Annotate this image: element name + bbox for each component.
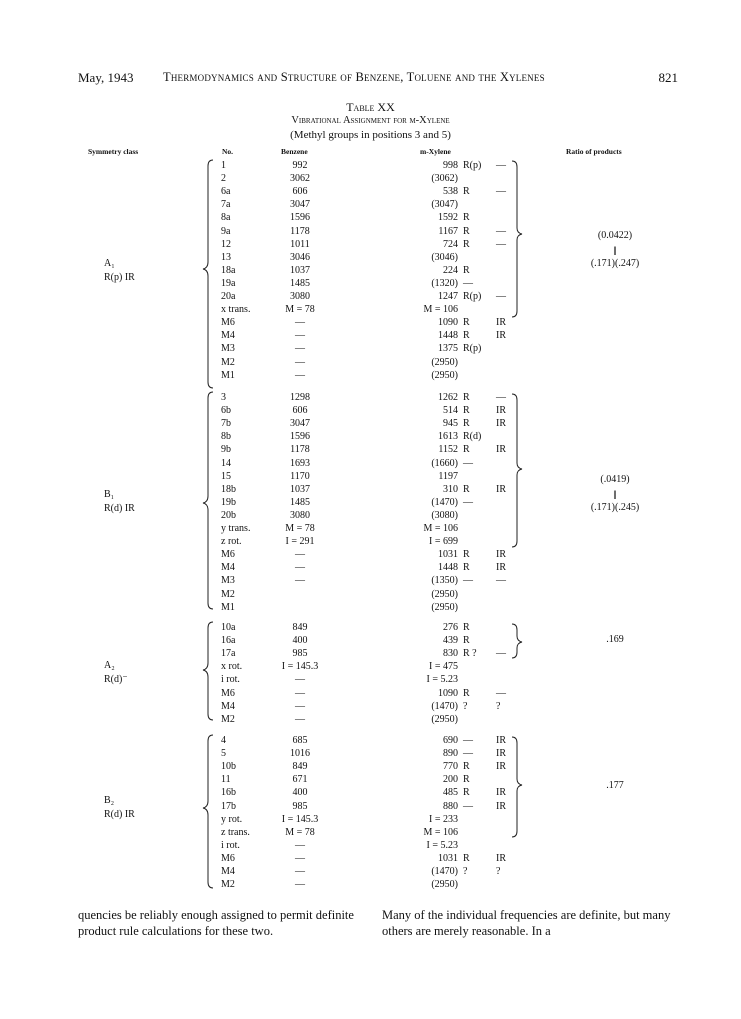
mxylene-frequency: (2950): [431, 369, 458, 381]
ratio-value: (.171)(.247): [590, 258, 640, 269]
benzene-frequency: 1011: [290, 238, 310, 250]
raman-activity: R: [463, 392, 470, 403]
mxylene-frequency: 200: [443, 774, 458, 786]
infrared-activity: —: [496, 291, 506, 302]
benzene-frequency: I = 145.3: [281, 813, 319, 825]
mxylene-frequency: (1470): [431, 700, 458, 712]
raman-activity: R: [463, 635, 470, 647]
row-number: M4: [221, 330, 235, 342]
benzene-frequency: 1016: [290, 748, 310, 760]
mxylene-frequency: I = 5.23: [426, 839, 458, 851]
mxylene-frequency: 1090: [438, 687, 458, 699]
row-number: y trans.: [221, 523, 251, 534]
benzene-frequency: M = 78: [285, 826, 315, 838]
raman-activity: R: [463, 264, 470, 276]
mxylene-frequency: 1152: [438, 444, 458, 456]
mxylene-frequency: (1660): [431, 457, 458, 469]
row-number: 11: [221, 774, 231, 786]
mxylene-frequency: 1262: [438, 392, 458, 403]
raman-activity: —: [463, 748, 473, 760]
raman-activity: R(d): [463, 431, 482, 443]
row-number: z rot.: [221, 536, 242, 548]
mxylene-frequency: M = 106: [423, 304, 458, 316]
raman-activity: R: [463, 317, 470, 329]
symmetry-class: A₂: [104, 660, 115, 671]
raman-activity: ?: [463, 700, 468, 712]
mxylene-frequency: 439: [443, 635, 458, 647]
benzene-frequency: 1596: [290, 212, 310, 224]
infrared-activity: IR: [496, 735, 506, 746]
mxylene-frequency: I = 233: [429, 813, 458, 825]
row-number: 6b: [221, 405, 231, 417]
row-number: 17a: [221, 648, 236, 660]
benzene-frequency: 400: [292, 635, 308, 647]
row-number: 2: [221, 173, 226, 185]
ratio-equals: ‖: [613, 487, 617, 502]
row-number: 18a: [221, 264, 236, 276]
benzene-frequency: 3046: [290, 251, 310, 263]
infrared-activity: IR: [496, 418, 506, 430]
benzene-frequency: 1037: [290, 483, 310, 495]
benzene-frequency: 3047: [290, 418, 310, 430]
mxylene-frequency: 224: [443, 264, 458, 276]
infrared-activity: IR: [496, 549, 506, 561]
benzene-frequency: —: [295, 343, 305, 355]
benzene-frequency: —: [295, 879, 305, 891]
mxylene-frequency: 1448: [438, 330, 458, 342]
raman-activity: R(p): [463, 160, 482, 171]
mxylene-frequency: I = 5.23: [426, 674, 458, 686]
mxylene-frequency: 1592: [438, 212, 458, 224]
mxylene-frequency: (3046): [431, 251, 458, 263]
mxylene-frequency: 1197: [438, 470, 458, 482]
row-number: 20b: [221, 509, 236, 521]
benzene-frequency: 1037: [290, 264, 310, 276]
ratio-value: .177: [606, 780, 624, 791]
row-number: 17b: [221, 800, 236, 812]
row-number: x trans.: [221, 304, 251, 316]
raman-activity: R: [463, 761, 470, 773]
row-number: M1: [221, 369, 235, 381]
raman-activity: R: [463, 418, 470, 430]
infrared-activity: IR: [496, 483, 506, 495]
raman-activity: R: [463, 444, 470, 456]
mxylene-frequency: (2950): [431, 356, 458, 368]
mxylene-frequency: (2950): [431, 879, 458, 891]
benzene-frequency: 1170: [290, 470, 310, 482]
row-number: 13: [221, 251, 231, 263]
mxylene-frequency: M = 106: [423, 523, 458, 534]
row-number: 10b: [221, 761, 236, 773]
benzene-frequency: 985: [292, 648, 308, 660]
col-head-mxylene: m-Xylene: [420, 147, 451, 156]
mxylene-frequency: 485: [443, 787, 458, 799]
benzene-frequency: 3080: [290, 509, 310, 521]
mxylene-frequency: 1613: [438, 431, 458, 443]
header-title: Thermodynamics and Structure of Benzene, Toluene and the Xylenes: [163, 70, 545, 84]
benzene-frequency: 849: [292, 761, 308, 773]
raman-activity: ?: [463, 866, 468, 877]
row-number: 4: [221, 735, 226, 746]
row-number: 14: [221, 457, 231, 469]
raman-activity: R: [463, 186, 470, 198]
mxylene-frequency: (2950): [431, 588, 458, 600]
footer-right-paragraph: Many of the individual frequencies are definite, but many others are merely reasonable. In a: [382, 908, 671, 938]
raman-activity: —: [463, 457, 473, 469]
benzene-frequency: 992: [292, 160, 308, 171]
mxylene-frequency: 880: [443, 800, 458, 812]
footer-left-paragraph: quencies be reliably enough assigned to permit definite product rule calculations for these two.: [78, 908, 354, 938]
col-head-ratio: Ratio of products: [566, 147, 622, 156]
benzene-frequency: 671: [292, 774, 308, 786]
raman-activity: R: [463, 687, 470, 699]
benzene-frequency: —: [295, 317, 305, 329]
row-number: 19b: [221, 496, 236, 508]
mxylene-frequency: (1350): [431, 575, 458, 587]
infrared-activity: ?: [496, 866, 501, 877]
infrared-activity: IR: [496, 787, 506, 799]
benzene-frequency: 400: [292, 787, 308, 799]
benzene-frequency: —: [295, 575, 305, 587]
col-head-symmetry: Symmetry class: [88, 147, 139, 156]
mxylene-frequency: (3047): [431, 199, 458, 211]
col-head-no: No.: [222, 147, 234, 156]
mxylene-frequency: (3080): [431, 509, 458, 521]
mxylene-frequency: 724: [443, 238, 458, 250]
mxylene-frequency: 1375: [438, 343, 458, 355]
benzene-frequency: —: [295, 330, 305, 342]
raman-activity: R: [463, 852, 470, 864]
mxylene-frequency: (2950): [431, 601, 458, 613]
benzene-frequency: 1298: [290, 392, 310, 403]
symmetry-class: B₂: [104, 795, 115, 806]
raman-activity: R: [463, 405, 470, 417]
row-number: 7a: [221, 199, 231, 211]
running-header: [78, 70, 678, 86]
row-number: M6: [221, 852, 235, 864]
infrared-activity: IR: [496, 748, 506, 760]
mxylene-frequency: 998: [443, 160, 458, 171]
row-number: i rot.: [221, 839, 240, 851]
benzene-frequency: 1178: [290, 225, 310, 237]
raman-activity: R: [463, 562, 470, 574]
benzene-frequency: 3080: [290, 291, 310, 302]
infrared-activity: —: [496, 186, 506, 198]
row-number: 18b: [221, 483, 236, 495]
infrared-activity: —: [496, 392, 506, 403]
row-number: 16b: [221, 787, 236, 799]
benzene-frequency: —: [295, 549, 305, 561]
raman-activity: R(p): [463, 343, 482, 355]
raman-activity: R: [463, 549, 470, 561]
col-head-benzene: Benzene: [281, 147, 308, 156]
benzene-frequency: 849: [292, 622, 308, 633]
benzene-frequency: M = 78: [285, 304, 315, 316]
raman-activity: R: [463, 483, 470, 495]
raman-activity: R: [463, 774, 470, 786]
raman-activity: —: [463, 575, 473, 587]
mxylene-frequency: I = 699: [429, 536, 458, 548]
table-label: Table XX: [346, 100, 395, 114]
mxylene-frequency: I = 475: [429, 661, 458, 673]
benzene-frequency: 1485: [290, 277, 310, 289]
header-date: May, 1943: [78, 70, 134, 85]
mxylene-frequency: 1090: [438, 317, 458, 329]
row-number: i rot.: [221, 674, 240, 686]
infrared-activity: —: [496, 575, 506, 587]
raman-activity: —: [463, 277, 473, 289]
symmetry-activity: R(p) IR: [104, 272, 135, 283]
benzene-frequency: 985: [292, 800, 308, 812]
symmetry-activity: R(d)⁻: [104, 674, 128, 685]
row-number: M4: [221, 866, 235, 877]
mxylene-frequency: (1470): [431, 496, 458, 508]
row-number: 8b: [221, 431, 231, 443]
benzene-frequency: I = 291: [285, 536, 315, 548]
row-number: y rot.: [221, 813, 243, 825]
symmetry-class: A₁: [104, 258, 115, 269]
ratio-value: (.0419): [600, 474, 630, 485]
raman-activity: R: [463, 622, 470, 633]
mxylene-frequency: 830: [443, 648, 458, 660]
mxylene-frequency: 945: [443, 418, 458, 430]
benzene-frequency: 1178: [290, 444, 310, 456]
mxylene-frequency: 1031: [438, 852, 458, 864]
benzene-frequency: 606: [292, 186, 308, 198]
benzene-frequency: —: [295, 356, 305, 368]
raman-activity: R: [463, 212, 470, 224]
mxylene-frequency: 1448: [438, 562, 458, 574]
benzene-frequency: 1693: [290, 457, 310, 469]
row-number: M4: [221, 562, 235, 574]
benzene-frequency: —: [295, 839, 305, 851]
infrared-activity: IR: [496, 317, 506, 329]
row-number: x rot.: [221, 661, 243, 673]
raman-activity: —: [463, 496, 473, 508]
row-number: 19a: [221, 277, 236, 289]
row-number: M1: [221, 601, 235, 613]
benzene-frequency: 3062: [290, 173, 310, 185]
row-number: 12: [221, 238, 231, 250]
row-number: 6a: [221, 186, 231, 198]
ratio-equals: ‖: [613, 243, 617, 258]
raman-activity: R ?: [463, 648, 477, 660]
row-number: 1: [221, 160, 226, 171]
row-number: 16a: [221, 635, 236, 647]
mxylene-frequency: 310: [443, 483, 458, 495]
row-number: 20a: [221, 291, 236, 302]
mxylene-frequency: 1247: [438, 291, 458, 302]
mxylene-frequency: 890: [443, 748, 458, 760]
ratio-value: (0.0422): [597, 230, 633, 241]
benzene-frequency: —: [295, 700, 305, 712]
ratio-value: (.171)(.245): [590, 502, 640, 513]
row-number: 10a: [221, 622, 236, 633]
row-number: M6: [221, 687, 235, 699]
benzene-frequency: —: [295, 674, 305, 686]
mxylene-frequency: 770: [443, 761, 458, 773]
mxylene-frequency: 690: [443, 735, 458, 746]
row-number: M2: [221, 588, 235, 600]
raman-activity: —: [463, 800, 473, 812]
table-title: Vibrational Assignment for m-Xylene: [291, 115, 450, 126]
mxylene-frequency: 514: [443, 405, 458, 417]
mxylene-frequency: (2950): [431, 713, 458, 725]
benzene-frequency: —: [295, 369, 305, 381]
mxylene-frequency: 1167: [438, 225, 458, 237]
benzene-frequency: M = 78: [285, 523, 315, 534]
raman-activity: R: [463, 238, 470, 250]
symmetry-activity: R(d) IR: [104, 809, 135, 820]
row-number: M6: [221, 549, 235, 561]
benzene-frequency: 685: [292, 735, 308, 746]
benzene-frequency: —: [295, 713, 305, 725]
raman-activity: R: [463, 787, 470, 799]
infrared-activity: —: [496, 648, 506, 660]
table-subtitle: (Methyl groups in positions 3 and 5): [290, 129, 451, 141]
row-number: M2: [221, 713, 235, 725]
infrared-activity: IR: [496, 405, 506, 417]
infrared-activity: IR: [496, 761, 506, 773]
row-number: M6: [221, 317, 235, 329]
benzene-frequency: —: [295, 687, 305, 699]
row-number: 9a: [221, 225, 231, 237]
raman-activity: R: [463, 225, 470, 237]
benzene-frequency: I = 145.3: [281, 661, 319, 673]
row-number: 7b: [221, 418, 231, 430]
raman-activity: —: [463, 735, 473, 746]
infrared-activity: IR: [496, 562, 506, 574]
row-number: M2: [221, 879, 235, 891]
infrared-activity: —: [496, 160, 506, 171]
ratio-value: .169: [606, 634, 624, 645]
infrared-activity: —: [496, 238, 506, 250]
benzene-frequency: 1596: [290, 431, 310, 443]
mxylene-frequency: (3062): [431, 173, 458, 185]
infrared-activity: —: [496, 687, 506, 699]
raman-activity: R(p): [463, 291, 482, 302]
benzene-frequency: —: [295, 852, 305, 864]
benzene-frequency: 3047: [290, 199, 310, 211]
mxylene-frequency: 276: [443, 622, 458, 633]
raman-activity: R: [463, 330, 470, 342]
row-number: 5: [221, 748, 226, 760]
benzene-frequency: 606: [292, 405, 308, 417]
benzene-frequency: —: [295, 562, 305, 574]
row-number: M4: [221, 700, 235, 712]
mxylene-frequency: 1031: [438, 549, 458, 561]
row-number: 8a: [221, 212, 231, 224]
mxylene-frequency: (1320): [431, 277, 458, 289]
mxylene-frequency: 538: [443, 186, 458, 198]
row-number: z trans.: [221, 826, 250, 838]
infrared-activity: IR: [496, 852, 506, 864]
infrared-activity: —: [496, 225, 506, 237]
benzene-frequency: —: [295, 866, 305, 877]
infrared-activity: IR: [496, 330, 506, 342]
row-number: 15: [221, 470, 231, 482]
row-number: M3: [221, 575, 235, 587]
symmetry-class: B₁: [104, 489, 115, 500]
infrared-activity: ?: [496, 700, 501, 712]
mxylene-frequency: M = 106: [423, 826, 458, 838]
row-number: M2: [221, 356, 235, 368]
mxylene-frequency: (1470): [431, 866, 458, 877]
row-number: 3: [221, 392, 226, 403]
infrared-activity: IR: [496, 444, 506, 456]
row-number: 9b: [221, 444, 231, 456]
infrared-activity: IR: [496, 800, 506, 812]
page-number: 821: [658, 70, 678, 85]
symmetry-activity: R(d) IR: [104, 503, 135, 514]
row-number: M3: [221, 343, 235, 355]
benzene-frequency: 1485: [290, 496, 310, 508]
